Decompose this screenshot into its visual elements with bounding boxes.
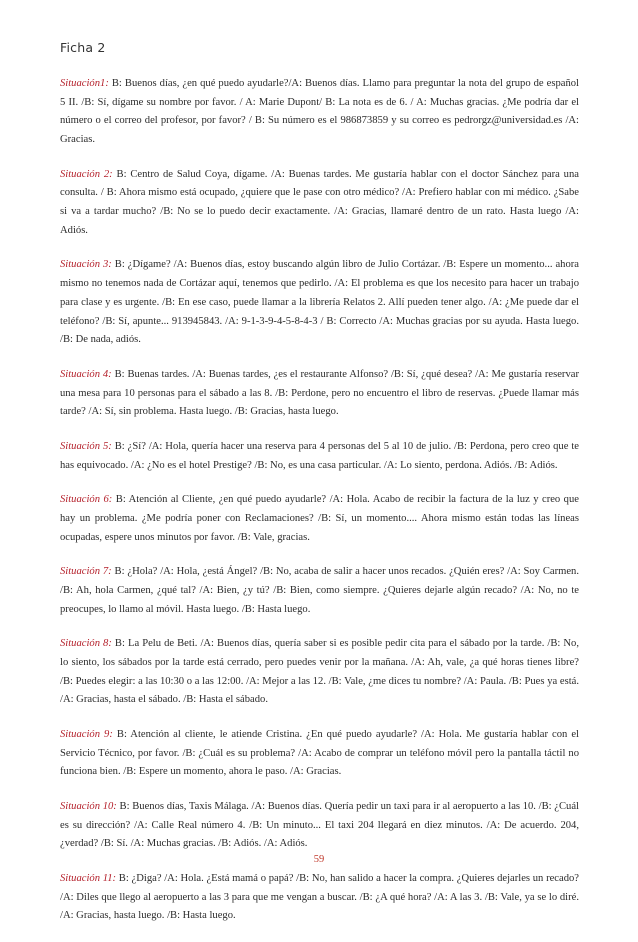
situation-text: B: Atención al cliente, le atiende Cristina. ¿En qué puedo ayudarle? /A: Hola. Me gustaría hablar con el Servicio Técnico, por favor. /B: ¿Cuál es su problema? /A: Acabo de comprar un teléfono móvil pero la pantalla táctil no funciona bien. /B: Espere un momento, ahora le paso. /A: Gracias. [60,728,579,778]
situation-paragraph [60,870,579,926]
situation-text: B: Buenos días, ¿en qué puedo ayudarle?/A: Buenos días. Llamo para preguntar la nota del grupo de español 5 II. /B: Sí, dígame su nombre por favor. / A: Marie Dupont/ B: La nota es de 6. / A: Muchas gracias. ¿Me podría dar el número o el correo del profesor, por favor? / B: Su número es el 986873859 y su correo es pedrorgz@universidad.es /A: Gracias. [60,78,579,146]
situation-text: B: Buenas tardes. /A: Buenas tardes, ¿es el restaurante Alfonso? /B: Sí, ¿qué desea? /A: Me gustaría reservar una mesa para 10 personas para el sábado a las 8. /B: Perdone, pero no encuentro el libro de reservas. ¿Puede llamar más tarde? /A: Sí, sin problema. Hasta luego. /B: Gracias, hasta luego. [60,368,579,418]
situation-label: Situación 9: [60,728,113,740]
situation-label: Situación 3: [60,259,112,271]
situation-text: B: Centro de Salud Coya, dígame. /A: Buenas tardes. Me gustaría hablar con el doctor Sánchez para una consulta. / B: Ahora mismo está ocupado, ¿quiere que le pase con otro médico? /A: Prefiero hablar con mi médico. ¿Sabe si va a tardar mucho? /B: No se lo puedo decir exactamente. /A: Gracias, llamaré dentro de un rato. Hasta luego /A: Adiós. [60,168,579,236]
situation-label: Situación 5: [60,440,112,452]
page-title: Ficha 2 [60,40,106,55]
situation-paragraph [60,798,579,854]
situation-paragraph [60,491,579,547]
situation-label: Situación 11: [60,872,117,884]
situation-text: B: La Pelu de Beti. /A: Buenos días, quería saber si es posible pedir cita para el sábado por la tarde. /B: No, lo siento, los sábados por la tarde está cerrado, pero puedes venir por la mañana. /A: Ah, vale, ¿a qué horas tienes libre? /B: Puedes elegir: a las 10:30 o a las 12:00. /A: Mejor a las 12. /B: Vale, ¿me dices tu nombre? /A: Paula. /B: Pues ya está. /A: Gracias, hasta el sábado. /B: Hasta el sábado. [60,638,579,706]
situation-text: B: ¿Sí? /A: Hola, quería hacer una reserva para 4 personas del 5 al 10 de julio. /B: Perdona, pero creo que te has equivocado. /A: ¿No es el hotel Prestige? /B: No, es una casa particular. /A: Lo siento, perdona. Adiós. /B: Adiós. [60,440,579,471]
situation-label: Situación 7: [60,566,112,578]
situation-label: Situación 8: [60,638,112,650]
situation-text: B: Atención al Cliente, ¿en qué puedo ayudarle? /A: Hola. Acabo de recibir la factura de la luz y creo que hay un problema. ¿Me podría poner con Reclamaciones? /B: Sí, un momento.... Ahora mismo están todas las líneas ocupadas, espere unos minutos por favor. /B: Vale, gracias. [60,494,579,543]
situation-text: B: Buenos días, Taxis Málaga. /A: Buenos días. Quería pedir un taxi para ir al aeropuerto a las 10. /B: ¿Cuál es su dirección? /A: Calle Real número 4. /B: Un minuto... El taxi 204 llegará en diez minutos. /A: De acuerdo. 204, ¿verdad? /B: Sí. /A: Muchas gracias. /B: Adiós. /A: Adiós. [60,800,579,850]
situation-paragraph [60,166,579,241]
situation-paragraph [60,726,579,782]
page-number: 59 [313,854,325,865]
situation-text: B: ¿Dígame? /A: Buenos días, estoy buscando algún libro de Julio Cortázar. /B: Espere un momento... ahora mismo no tenemos nada de Cortázar aquí, tenemos que pedirlo. /A: El problema es que los necesito para hacer un trabajo para clase y es urgente. /B: En ese caso, puede llamar a la librería Relatos 2. Allí pueden tener algo. /A: ¿Me puede dar el teléfono? /B: Sí, apunte... 913945843. /A: 9-1-3-9-4-5-8-4-3 / B: Correcto /A: Muchas gracias por su ayuda. Hasta luego. /B: De nada, adiós. [60,259,579,346]
situation-paragraph [60,75,579,150]
situation-paragraph [60,635,579,710]
situation-label: Situación 2: [60,168,113,180]
situation-label: Situación 4: [60,368,112,380]
situation-label: Situación 6: [60,494,113,506]
situation-paragraph [60,438,579,475]
situation-paragraph [60,256,579,350]
situations-list [60,75,579,942]
situation-paragraph [60,563,579,619]
situation-label: Situación1: [60,78,109,89]
situation-paragraph [60,366,579,422]
situation-label: Situación 10: [60,800,117,812]
situation-text: B: ¿Hola? /A: Hola, ¿está Ángel? /B: No, acaba de salir a hacer unos recados. ¿Quién eres? /A: Soy Carmen. /B: Ah, hola Carmen, ¿qué tal? /A: Bien, ¿y tú? /B: Bien, como siempre. ¿Quieres dejarle algún recado? /A: No, no te preocupes, lo llamo al móvil. Hasta luego. /B: Hasta luego. [60,566,579,615]
situation-text: B: ¿Diga? /A: Hola. ¿Está mamá o papá? /B: No, han salido a hacer la compra. ¿Quieres dejarles un recado? /A: Diles que llego al aeropuerto a las 3 para que me vengan a buscar. /B: ¿A qué hora? /A: A las 3. /B: Vale, ya se lo diré. /A: Gracias, hasta luego. /B: Hasta luego. [60,872,580,922]
